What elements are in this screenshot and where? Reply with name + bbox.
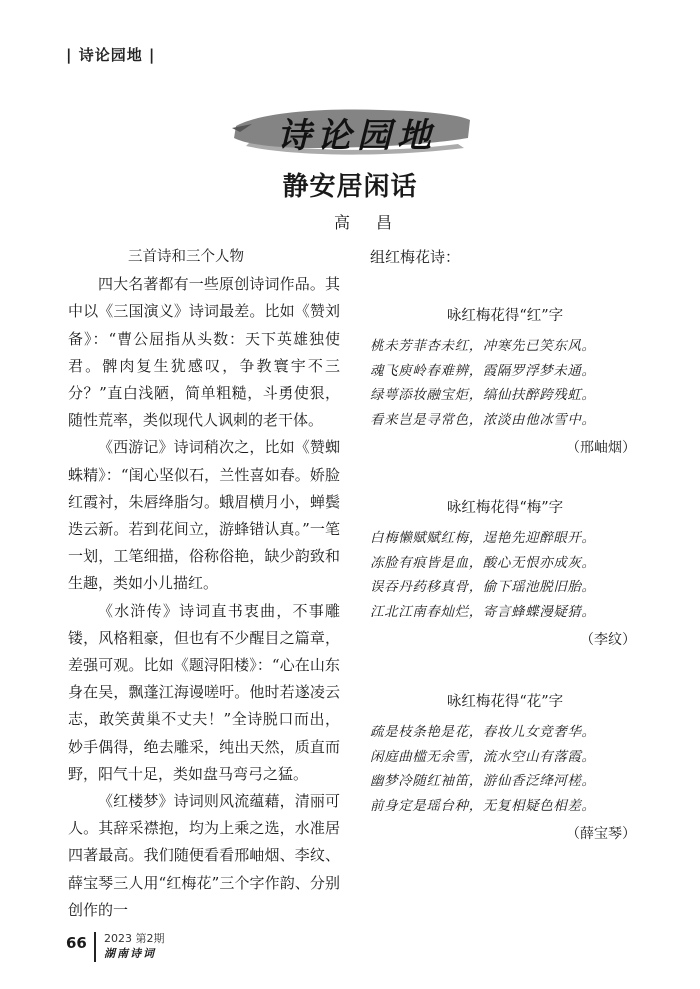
poem-line: 魂飞庾岭春难辨，霞隔罗浮梦未通。 <box>370 362 596 379</box>
section-tag: | 诗论园地 | <box>66 46 156 64</box>
poem-line: 疏是枝条艳是花，春妆儿女竞奢华。 <box>370 724 596 740</box>
poem-title: 咏红梅花得“红”字 <box>446 308 564 324</box>
poem-hua <box>370 692 640 844</box>
poem-mei <box>370 498 640 650</box>
poem-line: 桃未芳菲杏未红，冲寒先已笑东风。 <box>370 338 596 354</box>
paragraph: 《西游记》诗词稍次之，比如《赞蜘蛛精》：“闺心坚似石，兰性喜如春。娇脸红霞衬，朱唇绛脂匀。蛾眉横月小，蝉鬓迭云新。若到花间立，游蜂错认真。”一笔一划，工笔细描，俗称俗艳，缺少韵致和生趣，类如小儿描红。 <box>68 438 340 593</box>
poem-author: （薛宝琴） <box>566 826 636 842</box>
poem-hong <box>370 306 640 458</box>
paragraph: 四大名著都有一些原创诗词作品。其中以《三国演义》诗词最差。比如《赞刘备》：“曹公屈指从头数：天下英雄独使君。髀肉复生犹感叹，争教寰宇不三分？”直白浅陋，简单粗糙，斗勇使狠，随性荒率，类似现代人讽刺的老干体。 <box>68 275 340 430</box>
section-banner <box>232 98 472 160</box>
article-author: 高昌 <box>333 213 418 232</box>
poem-title: 咏红梅花得“花”字 <box>446 694 564 710</box>
poem-author: （邢岫烟） <box>566 440 636 456</box>
poem-line: 绿萼添妆融宝炬，缟仙扶醉跨残虹。 <box>370 387 596 403</box>
page-number: 66 <box>66 934 87 952</box>
banner-title: 诗论园地 <box>277 116 437 156</box>
poem-line: 看来岂是寻常色，浓淡由他冰雪中。 <box>370 411 596 428</box>
left-column <box>68 244 340 924</box>
article-subhead: 三首诗和三个人物 <box>128 249 244 265</box>
footer-divider <box>94 932 96 962</box>
poem-line: 幽梦冷随红袖笛，游仙香泛绛河槎。 <box>370 773 596 789</box>
article-title: 静安居闲话 <box>282 172 418 202</box>
right-column <box>370 244 640 842</box>
poem-intro: 组红梅花诗： <box>370 248 461 266</box>
journal-name: 湖南诗词 <box>104 947 156 960</box>
poem-title: 咏红梅花得“梅”字 <box>446 500 564 516</box>
poem-line: 白梅懒赋赋红梅，逞艳先迎醉眼开。 <box>370 530 596 546</box>
paragraph: 《红楼梦》诗词则风流蕴藉，清丽可人。其辞采襟抱，均为上乘之选，水准居四著最高。我们随便看看邢岫烟、李纹、薛宝琴三人用“红梅花”三个字作韵、分别创作的一 <box>68 792 340 919</box>
poem-line: 闲庭曲槛无余雪，流水空山有落霞。 <box>370 748 596 765</box>
paragraph: 《水浒传》诗词直书衷曲，不事雕镂，风格粗豪，但也有不少醒目之篇章，差强可观。比如《题浔阳楼》：“心在山东身在吴，飘蓬江海谩嗟吁。他时若遂凌云志，敢笑黄巢不丈夫！”全诗脱口而出，妙手偶得，绝去雕采，纯出天然，质直而野，阳气十足，类如盘马弯弓之猛。 <box>68 601 340 783</box>
poem-line: 前身定是瑶台种，无复相疑色相差。 <box>370 797 596 814</box>
poem-line: 江北江南春灿烂，寄言蜂蝶漫疑猜。 <box>370 603 596 620</box>
issue-label: 2023 第2期 <box>104 932 165 945</box>
poem-line: 误吞丹药移真骨，偷下瑶池脱旧胎。 <box>370 579 596 595</box>
poem-line: 冻脸有痕皆是血，酸心无恨亦成灰。 <box>370 554 596 571</box>
poem-author: （李纹） <box>580 632 636 648</box>
